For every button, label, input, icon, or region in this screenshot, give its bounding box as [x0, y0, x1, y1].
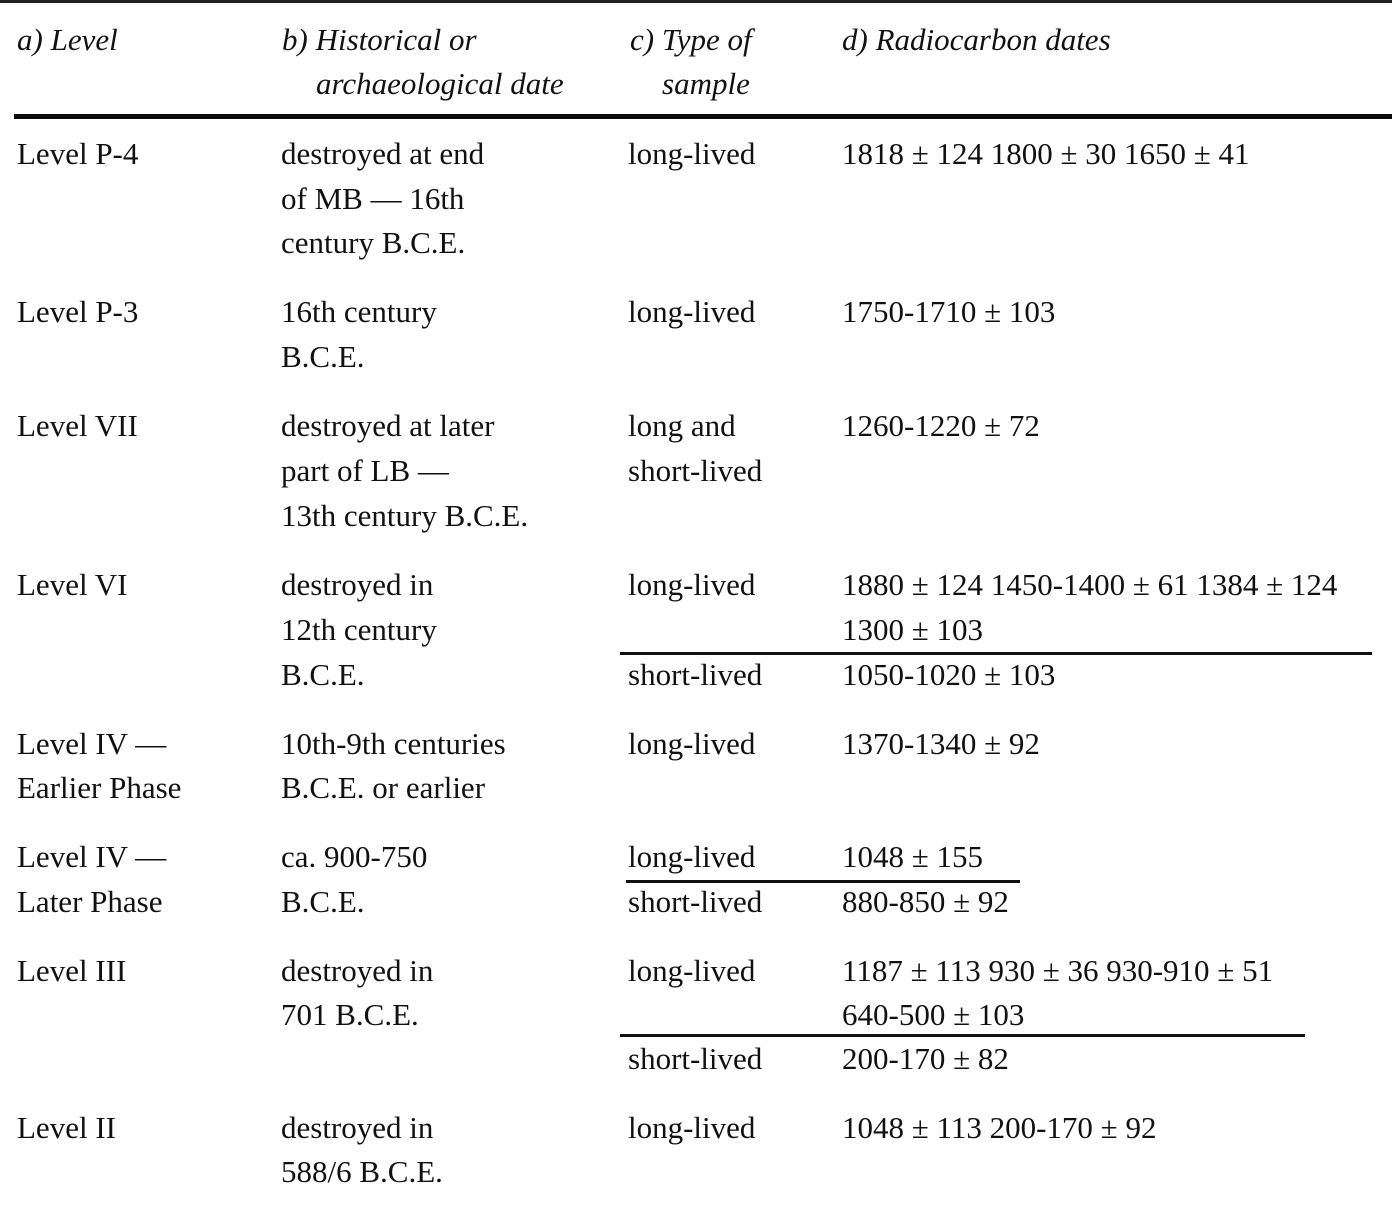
date-cell: 13th century B.C.E. — [281, 498, 529, 533]
radiocarbon-cell: 1260-1220 ± 72 — [842, 408, 1040, 443]
date-cell: ca. 900-750 — [281, 839, 428, 874]
level-cell: Level IV — — [17, 839, 167, 874]
radiocarbon-cell: 1300 ± 103 — [842, 612, 984, 647]
date-cell: 16th century — [281, 294, 437, 329]
date-cell: B.C.E. — [281, 884, 365, 919]
sample-type-cell: short-lived — [628, 453, 763, 488]
date-cell: destroyed at end — [281, 136, 485, 171]
header-type-line1: c) Type of — [630, 22, 752, 57]
level-cell: Level P-3 — [17, 294, 139, 329]
date-cell: B.C.E. or earlier — [281, 770, 486, 805]
level-cell: Later Phase — [17, 884, 163, 919]
date-cell: destroyed in — [281, 953, 434, 988]
date-cell: destroyed at later — [281, 408, 495, 443]
radiocarbon-cell: 880-850 ± 92 — [842, 884, 1009, 919]
radiocarbon-cell: 1750-1710 ± 103 — [842, 294, 1056, 329]
level-cell: Level VII — [17, 408, 138, 443]
sample-type-cell: long-lived — [628, 839, 756, 874]
date-cell: century B.C.E. — [281, 225, 466, 260]
date-cell: of MB — 16th — [281, 181, 465, 216]
header-radiocarbon: d) Radiocarbon dates — [842, 22, 1111, 57]
radiocarbon-cell: 200-170 ± 82 — [842, 1041, 1009, 1076]
sample-type-cell: long-lived — [628, 567, 756, 602]
level-cell: Level II — [17, 1110, 116, 1145]
level-cell: Level VI — [17, 567, 128, 602]
radiocarbon-cell: 1880 ± 124 1450-1400 ± 61 1384 ± 124 — [842, 567, 1338, 602]
sample-type-cell: long-lived — [628, 294, 756, 329]
sample-type-cell: short-lived — [628, 884, 763, 919]
top-rule — [0, 0, 1392, 3]
level-cell: Level III — [17, 953, 127, 988]
header-date-line2: archaeological date — [316, 66, 564, 101]
radiocarbon-cell: 1050-1020 ± 103 — [842, 657, 1056, 692]
level-cell: Level P-4 — [17, 136, 139, 171]
header-date-line1: b) Historical or — [282, 22, 477, 57]
radiocarbon-cell: 1187 ± 113 930 ± 36 930-910 ± 51 — [842, 953, 1274, 988]
sample-type-cell: long-lived — [628, 953, 756, 988]
sample-type-cell: long and — [628, 408, 736, 443]
header-level: a) Level — [17, 22, 118, 57]
date-cell: 12th century — [281, 612, 437, 647]
date-cell: destroyed in — [281, 567, 434, 602]
date-cell: 701 B.C.E. — [281, 997, 419, 1032]
radiocarbon-cell: 1048 ± 155 — [842, 839, 984, 874]
radiocarbon-cell: 1048 ± 113 200-170 ± 92 — [842, 1110, 1157, 1145]
sample-type-cell: short-lived — [628, 1041, 763, 1076]
date-cell: part of LB — — [281, 453, 449, 488]
sample-type-cell: long-lived — [628, 726, 756, 761]
level-cell: Level IV — — [17, 726, 167, 761]
date-cell: B.C.E. — [281, 657, 365, 692]
date-cell: B.C.E. — [281, 339, 365, 374]
sample-type-cell: long-lived — [628, 1110, 756, 1145]
radiocarbon-cell: 1370-1340 ± 92 — [842, 726, 1040, 761]
date-cell: 588/6 B.C.E. — [281, 1154, 443, 1189]
header-rule — [14, 114, 1392, 119]
sample-type-cell: long-lived — [628, 136, 756, 171]
header-type-line2: sample — [662, 66, 750, 101]
radiocarbon-cell: 1818 ± 124 1800 ± 30 1650 ± 41 — [842, 136, 1250, 171]
date-cell: 10th-9th centuries — [281, 726, 506, 761]
date-cell: destroyed in — [281, 1110, 434, 1145]
radiocarbon-cell: 640-500 ± 103 — [842, 997, 1025, 1032]
level-cell: Earlier Phase — [17, 770, 182, 805]
sample-type-cell: short-lived — [628, 657, 763, 692]
